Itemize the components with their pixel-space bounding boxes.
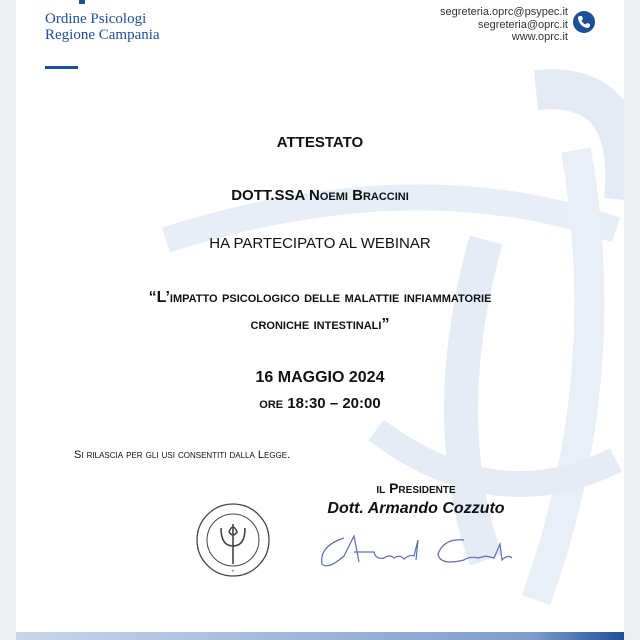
pec-email[interactable]: segreteria.oprc@psypec.it (440, 6, 568, 18)
certificate-page (16, 0, 624, 632)
signatory-name: Dott. Armando Cozzuto (327, 500, 505, 517)
org-logo-text (45, 11, 160, 43)
handwritten-signature (314, 526, 514, 574)
webinar-date: 16 MAGGIO 2024 (255, 369, 385, 386)
svg-text:*: * (231, 570, 235, 576)
webinar-time: ore 18:30 – 20:00 (259, 395, 381, 412)
legal-note: Si rilascia per gli usi consentiti dalla Legge. (74, 449, 291, 461)
website[interactable]: www.oprc.it (511, 31, 568, 43)
participation-text: HA PARTECIPATO AL WEBINAR (209, 235, 431, 252)
recipient-name: DOTT.SSA Noemi Braccini (231, 187, 409, 204)
signatory-role: il Presidente (376, 480, 456, 496)
certificate-title: ATTESTATO (276, 134, 364, 151)
header-accent-bar (45, 66, 78, 69)
org-name-line2: Regione Campania (45, 27, 160, 43)
org-name-line1: Ordine Psicologi (45, 11, 147, 27)
webinar-title-line1: “L’impatto psicologico delle malattie infiammatorie (148, 289, 492, 306)
footer-bar (16, 632, 624, 640)
official-seal (195, 502, 271, 578)
logo-mark (79, 0, 85, 4)
webinar-title-line2: croniche intestinali” (250, 316, 390, 333)
contact-info (440, 6, 568, 44)
phone-icon (573, 11, 595, 33)
email[interactable]: segreteria@oprc.it (477, 18, 568, 31)
